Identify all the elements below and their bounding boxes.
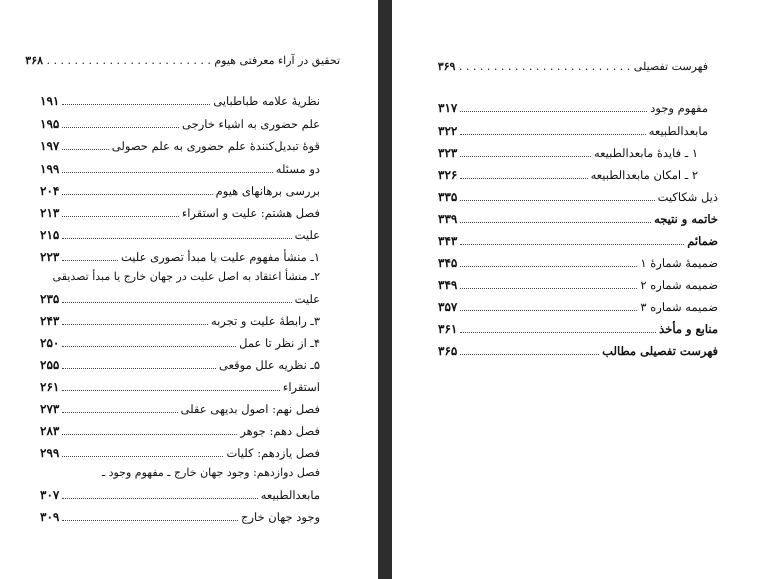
book-gutter	[378, 0, 392, 579]
toc-entry	[40, 292, 320, 310]
toc-entry-page: ۳۰۹	[40, 510, 60, 524]
leader-dots	[460, 213, 651, 223]
running-head	[25, 54, 340, 67]
leader-dots	[62, 315, 208, 325]
right-page	[392, 0, 768, 579]
running-head-title: تحقیق در آراء معرفتی هیوم	[214, 54, 340, 67]
leader-dots	[460, 102, 647, 112]
leader-dots	[62, 163, 272, 173]
toc-entry	[40, 139, 320, 157]
toc-entry-title: ذیل شکاکیت	[657, 190, 718, 204]
toc-entry	[438, 212, 718, 230]
toc-entry-page: ۲۱۳	[40, 206, 60, 220]
leader-dots	[460, 257, 637, 267]
toc-entry	[438, 256, 718, 274]
toc-entry-page: ۳۵۷	[438, 300, 458, 314]
toc-entry-title: ضمیمه شماره ۲	[640, 278, 718, 292]
leader-dots	[460, 169, 587, 179]
toc-entry-title-cont: مابعدالطبیعه	[260, 488, 320, 502]
toc-entry-title: ضمائم	[687, 234, 718, 248]
toc-entry	[40, 510, 320, 528]
leader-dots	[62, 359, 216, 369]
toc-entry-title: ۲ ـ امکان مابعدالطبیعه	[590, 168, 698, 182]
toc-entry-title: ۱ ـ فایدهٔ مابعدالطبیعه	[593, 146, 698, 160]
toc-entry-page: ۳۲۳	[438, 146, 458, 160]
leader-dots	[62, 337, 236, 347]
toc-entry-title: علم حضوری به اشیاء خارجی	[182, 117, 320, 131]
toc-entry	[40, 162, 320, 180]
toc-entry-page: ۳۶۵	[438, 344, 458, 358]
toc-entry-title: وجود جهان خارج	[241, 510, 320, 524]
toc-entry-page: ۲۱۵	[40, 228, 60, 242]
toc-entry-page: ۲۰۴	[40, 184, 60, 198]
running-head-title: فهرست تفصیلی	[633, 60, 708, 73]
leader-dots	[62, 425, 237, 435]
toc-entry-page: ۱۹۷	[40, 139, 60, 153]
toc-entry	[40, 250, 320, 268]
leader-dots	[62, 185, 212, 195]
toc-entry	[438, 300, 718, 318]
toc-entry	[40, 446, 320, 464]
toc-entry	[40, 184, 320, 202]
toc-entry-title: نظریهٔ علامه طباطبایی	[213, 94, 320, 108]
toc-entry-title: ضمیمهٔ شمارهٔ ۱	[640, 256, 718, 270]
leader-dots	[62, 251, 118, 261]
toc-entry-title-cont: علیت	[294, 292, 320, 306]
leader-dots	[460, 323, 656, 333]
leader-dots	[460, 191, 654, 201]
leader-dots	[62, 95, 210, 105]
toc-entry	[438, 190, 718, 208]
leader-dots	[62, 447, 223, 457]
toc-entry-page: ۳۴۳	[438, 234, 458, 248]
toc-entry	[438, 101, 708, 119]
toc-entry-title: بررسی برهانهای هیوم	[215, 184, 320, 198]
toc-entry-page: ۳۴۹	[438, 278, 458, 292]
toc-entry	[40, 424, 320, 442]
toc-entry-title: ۱ـ منشأ مفهوم علیت یا مبدأ تصوری علیت	[121, 250, 320, 264]
leader-dots	[62, 381, 280, 391]
toc-entry-title: ضمیمه شماره ۳	[640, 300, 718, 314]
leader-dots	[62, 403, 177, 413]
toc-entry-page: ۱۹۱	[40, 94, 60, 108]
toc-entry-title: خاتمه و نتیجه	[654, 212, 718, 226]
toc-entry-page: ۳۳۵	[438, 190, 458, 204]
toc-entry-page: ۳۱۷	[438, 101, 458, 115]
running-head-dots: . . . . . . . . . . . . . . . . . . . . . . . .	[43, 54, 211, 67]
left-page	[0, 0, 378, 579]
toc-entry-title: علیت	[294, 228, 320, 242]
leader-dots	[460, 125, 645, 135]
toc-entry	[40, 117, 320, 135]
running-head-page: ۳۶۹	[437, 60, 456, 73]
toc-entry	[40, 380, 320, 398]
toc-entry-title: مابعدالطبیعه	[648, 124, 708, 138]
toc-entry-title: دو مسئله	[275, 162, 320, 176]
toc-entry	[40, 402, 320, 420]
toc-entry-title: ۴ـ از نظر تا عمل	[239, 336, 320, 350]
toc-entry-page: ۱۹۹	[40, 162, 60, 176]
toc-entry	[438, 234, 718, 252]
leader-dots	[62, 293, 291, 303]
leader-dots	[460, 279, 637, 289]
toc-entry-page: ۲۹۹	[40, 446, 60, 460]
running-head-page: ۳۶۸	[25, 54, 44, 67]
leader-dots	[62, 489, 257, 499]
leader-dots	[62, 207, 178, 217]
toc-entry-page: ۳۳۹	[438, 212, 458, 226]
toc-entry	[438, 278, 718, 296]
toc-entry-page: ۲۵۰	[40, 336, 60, 350]
toc-entry	[438, 322, 718, 340]
toc-entry-page: ۳۲۲	[438, 124, 458, 138]
toc-entry-title: فصل دهم: جوهر	[240, 424, 320, 438]
toc-entry-title: ۵ـ نظریه علل موقعی	[219, 358, 320, 372]
leader-dots	[62, 118, 179, 128]
leader-dots	[460, 345, 599, 355]
running-head-dots: . . . . . . . . . . . . . . . . . . . . . . . . .	[455, 60, 631, 73]
toc-entry-title: فهرست تفصیلی مطالب	[602, 344, 718, 358]
toc-entry-title: فصل نهم: اصول بدیهی عقلی	[180, 402, 320, 416]
toc-entry-page: ۳۲۶	[438, 168, 458, 182]
toc-entry	[438, 168, 698, 186]
toc-entry	[40, 94, 320, 112]
running-head	[438, 60, 708, 73]
leader-dots	[460, 235, 684, 245]
toc-entry-page: ۲۷۳	[40, 402, 60, 416]
toc-entry-title-line1: فصل دوازدهم: وجود جهان خارج ـ مفهوم وجود ـ	[101, 466, 320, 479]
toc-entry-page: ۲۶۱	[40, 380, 60, 394]
leader-dots	[62, 511, 238, 521]
leader-dots	[62, 140, 108, 150]
toc-entry	[438, 344, 718, 362]
toc-entry-page: ۲۳۵	[40, 292, 60, 306]
toc-entry-page: ۳۰۷	[40, 488, 60, 502]
toc-entry-title: قوهٔ تبدیل‌کنندهٔ علم حضوری به علم حصولی	[111, 139, 320, 153]
toc-entry-title: فصل هشتم: علیت و استقراء	[181, 206, 320, 220]
toc-entry-title: منابع و مأخذ	[659, 322, 718, 336]
toc-entry	[40, 206, 320, 224]
toc-entry-title: مفهوم وجود	[650, 101, 708, 115]
toc-entry	[438, 124, 708, 142]
toc-entry-title: فصل یازدهم: کلیات	[226, 446, 320, 460]
toc-entry-title-line1: ۲ـ منشأ اعتقاد به اصل علیت در جهان خارج یا مبدأ تصدیقی	[52, 270, 320, 283]
leader-dots	[62, 229, 291, 239]
toc-entry-title: ۳ـ رابطهٔ علیت و تجربه	[210, 314, 320, 328]
toc-entry-page: ۱۹۵	[40, 117, 60, 131]
toc-entry-page: ۲۴۳	[40, 314, 60, 328]
leader-dots	[460, 147, 591, 157]
toc-entry	[40, 358, 320, 376]
toc-entry-page: ۳۶۱	[438, 322, 458, 336]
toc-entry-page: ۲۲۳	[40, 250, 60, 264]
leader-dots	[460, 301, 637, 311]
toc-entry-page: ۲۵۵	[40, 358, 60, 372]
toc-entry	[40, 314, 320, 332]
toc-entry	[438, 146, 698, 164]
toc-entry-page: ۳۴۵	[438, 256, 458, 270]
toc-entry	[40, 336, 320, 354]
toc-entry-title: استقراء	[282, 380, 320, 394]
toc-entry-page: ۲۸۳	[40, 424, 60, 438]
toc-entry	[40, 228, 320, 246]
toc-entry	[40, 488, 320, 506]
